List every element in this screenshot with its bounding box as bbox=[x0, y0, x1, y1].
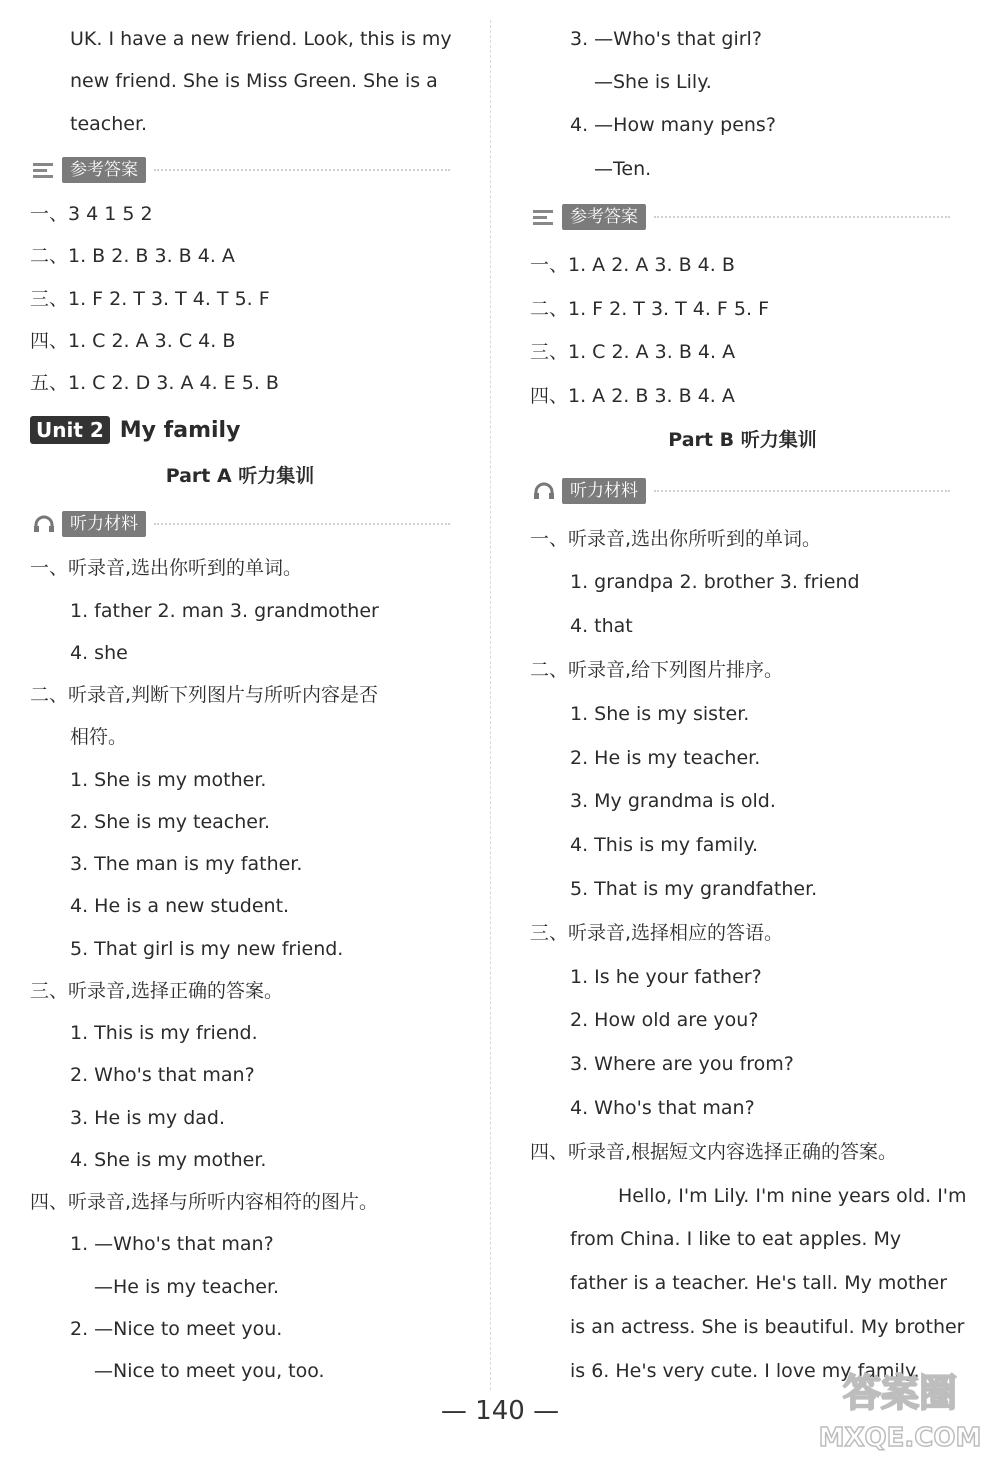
list-item: —She is Lily. bbox=[594, 71, 712, 93]
list-item: 1. She is my sister. bbox=[570, 703, 750, 725]
list-item: 3. The man is my father. bbox=[70, 853, 303, 875]
list-item: 4. she bbox=[70, 642, 128, 664]
unit-name: My family bbox=[119, 417, 241, 443]
watermark-top: 答案圈 bbox=[842, 1371, 958, 1415]
watermark-logo bbox=[810, 1362, 990, 1454]
list-item: 3. He is my dad. bbox=[70, 1107, 225, 1129]
question-heading: 二、听录音,给下列图片排序。 bbox=[530, 659, 784, 681]
list-item: —Ten. bbox=[594, 158, 652, 180]
list-item: 2. How old are you? bbox=[570, 1009, 759, 1031]
list-item: 4. Who's that man? bbox=[570, 1097, 755, 1119]
watermark-bottom: MXQE.COM bbox=[818, 1423, 982, 1453]
column-divider bbox=[490, 20, 491, 1390]
unit-title bbox=[30, 413, 240, 447]
answer-line: 二、1. B 2. B 3. B 4. A bbox=[30, 245, 235, 267]
list-item: 4. This is my family. bbox=[570, 834, 759, 856]
list-item: 4. He is a new student. bbox=[70, 895, 290, 917]
question-heading: 二、听录音,判断下列图片与所听内容是否 bbox=[30, 684, 379, 706]
question-heading: 一、听录音,选出你听到的单词。 bbox=[30, 557, 303, 579]
list-item: 3. My grandma is old. bbox=[570, 790, 776, 812]
question-heading: 三、听录音,选择相应的答语。 bbox=[530, 922, 784, 944]
list-item: 1. father 2. man 3. grandmother bbox=[70, 600, 379, 622]
answer-line: 一、1. A 2. A 3. B 4. B bbox=[530, 254, 735, 276]
list-item: 2. She is my teacher. bbox=[70, 811, 271, 833]
list-item: 1. This is my friend. bbox=[70, 1022, 258, 1044]
list-item: —Nice to meet you, too. bbox=[94, 1360, 325, 1382]
question-heading: 四、听录音,根据短文内容选择正确的答案。 bbox=[530, 1141, 898, 1163]
material-label: 听力材料 bbox=[62, 511, 146, 537]
passage-line: father is a teacher. He's tall. My mother bbox=[570, 1272, 948, 1294]
answers-header bbox=[30, 157, 450, 183]
answers-header bbox=[530, 204, 950, 230]
list-item: 1. She is my mother. bbox=[70, 769, 267, 791]
dotted-rule bbox=[654, 490, 950, 492]
list-item: —He is my teacher. bbox=[94, 1276, 280, 1298]
headphones-icon bbox=[30, 513, 58, 535]
unit-badge: Unit 2 bbox=[30, 416, 110, 444]
part-title: Part B 听力集训 bbox=[668, 429, 817, 451]
part-title: Part A 听力集训 bbox=[165, 465, 315, 487]
list-item: 3. Where are you from? bbox=[570, 1053, 794, 1075]
list-item: 1. Is he your father? bbox=[570, 966, 762, 988]
question-heading: 一、听录音,选出你所听到的单词。 bbox=[530, 528, 822, 550]
answers-label: 参考答案 bbox=[62, 157, 146, 183]
answers-label: 参考答案 bbox=[562, 204, 646, 230]
answer-line: 四、1. A 2. B 3. B 4. A bbox=[530, 385, 735, 407]
list-item: 1. —Who's that man? bbox=[70, 1233, 274, 1255]
answer-line: 二、1. F 2. T 3. T 4. F 5. F bbox=[530, 298, 769, 320]
question-heading: 三、听录音,选择正确的答案。 bbox=[30, 980, 284, 1002]
question-heading: 四、听录音,选择与所听内容相符的图片。 bbox=[30, 1191, 379, 1213]
passage-line: is an actress. She is beautiful. My brother bbox=[570, 1316, 965, 1338]
answer-sheet-icon bbox=[530, 206, 558, 228]
list-item: 1. grandpa 2. brother 3. friend bbox=[570, 571, 860, 593]
passage-line: Hello, I'm Lily. I'm nine years old. I'm bbox=[618, 1185, 967, 1207]
answer-sheet-icon bbox=[30, 159, 58, 181]
passage-line: from China. I like to eat apples. My bbox=[570, 1228, 902, 1250]
list-item: 4. —How many pens? bbox=[570, 114, 776, 136]
list-item: 2. —Nice to meet you. bbox=[70, 1318, 283, 1340]
answer-line: 三、1. F 2. T 3. T 4. T 5. F bbox=[30, 288, 270, 310]
answer-line: 三、1. C 2. A 3. B 4. A bbox=[530, 341, 736, 363]
list-item: 5. That girl is my new friend. bbox=[70, 938, 344, 960]
list-item: 5. That is my grandfather. bbox=[570, 878, 818, 900]
answer-line: 一、3 4 1 5 2 bbox=[30, 203, 153, 225]
material-label: 听力材料 bbox=[562, 478, 646, 504]
page-number: — 140 — bbox=[440, 1396, 560, 1426]
dotted-rule bbox=[154, 523, 450, 525]
intro-line: UK. I have a new friend. Look, this is my bbox=[70, 28, 452, 50]
material-header bbox=[30, 511, 450, 537]
dotted-rule bbox=[654, 216, 950, 218]
intro-line: teacher. bbox=[70, 113, 148, 135]
list-item: 2. He is my teacher. bbox=[570, 747, 761, 769]
headphones-icon bbox=[530, 480, 558, 502]
list-item: 4. that bbox=[570, 615, 633, 637]
dotted-rule bbox=[154, 169, 450, 171]
list-item: 4. She is my mother. bbox=[70, 1149, 267, 1171]
list-item: 2. Who's that man? bbox=[70, 1064, 255, 1086]
passage-line: is 6. He's very cute. I love my family. bbox=[570, 1360, 920, 1382]
answer-line: 五、1. C 2. D 3. A 4. E 5. B bbox=[30, 372, 279, 394]
list-item: 3. —Who's that girl? bbox=[570, 28, 762, 50]
question-heading-cont: 相符。 bbox=[70, 726, 128, 748]
intro-line: new friend. She is Miss Green. She is a bbox=[70, 70, 438, 92]
material-header bbox=[530, 478, 950, 504]
answer-line: 四、1. C 2. A 3. C 4. B bbox=[30, 330, 236, 352]
